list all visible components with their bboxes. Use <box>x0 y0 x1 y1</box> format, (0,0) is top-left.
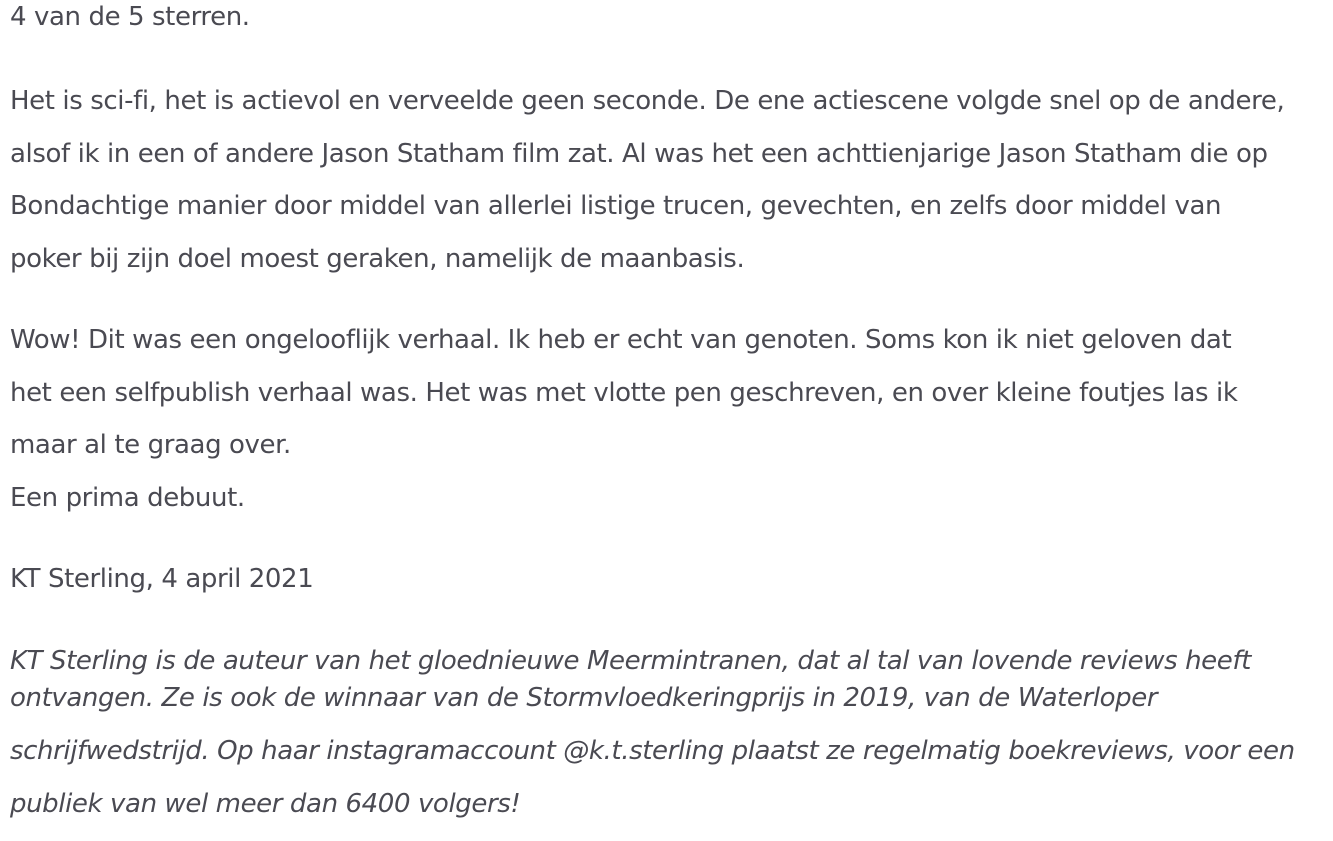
bio-line: KT Sterling is de auteur van het gloednieuwe Meermintranen, dat al tal van lovende reviews heeft <box>10 646 1251 676</box>
paragraph-line: Wow! Dit was een ongelooflijk verhaal. Ik heb er echt van genoten. Soms kon ik niet geloven dat <box>10 325 1232 355</box>
bio-line: ontvangen. Ze is ook de winnaar van de Stormvloedkeringprijs in 2019, van de Waterloper <box>10 683 1158 713</box>
bio-line: schrijfwedstrijd. Op haar instagramaccount @k.t.sterling plaatst ze regelmatig boekreviews, voor een <box>10 736 1295 766</box>
paragraph-line: alsof ik in een of andere Jason Statham film zat. Al was het een achttienjarige Jason Statham die op <box>10 139 1268 169</box>
paragraph-line: maar al te graag over. <box>10 430 291 460</box>
paragraph-line: Een prima debuut. <box>10 483 245 513</box>
review-signature: KT Sterling, 4 april 2021 <box>10 564 314 594</box>
paragraph-line: het een selfpublish verhaal was. Het was met vlotte pen geschreven, en over kleine foutjes las ik <box>10 378 1238 408</box>
paragraph-line: Bondachtige manier door middel van allerlei listige trucen, gevechten, en zelfs door middel van <box>10 191 1222 221</box>
rating-text: 4 van de 5 sterren. <box>10 2 250 32</box>
bio-line: publiek van wel meer dan 6400 volgers! <box>10 789 521 819</box>
paragraph-line: poker bij zijn doel moest geraken, namelijk de maanbasis. <box>10 244 745 274</box>
paragraph-line: Het is sci-fi, het is actievol en verveelde geen seconde. De ene actiescene volgde snel op de andere, <box>10 86 1285 116</box>
